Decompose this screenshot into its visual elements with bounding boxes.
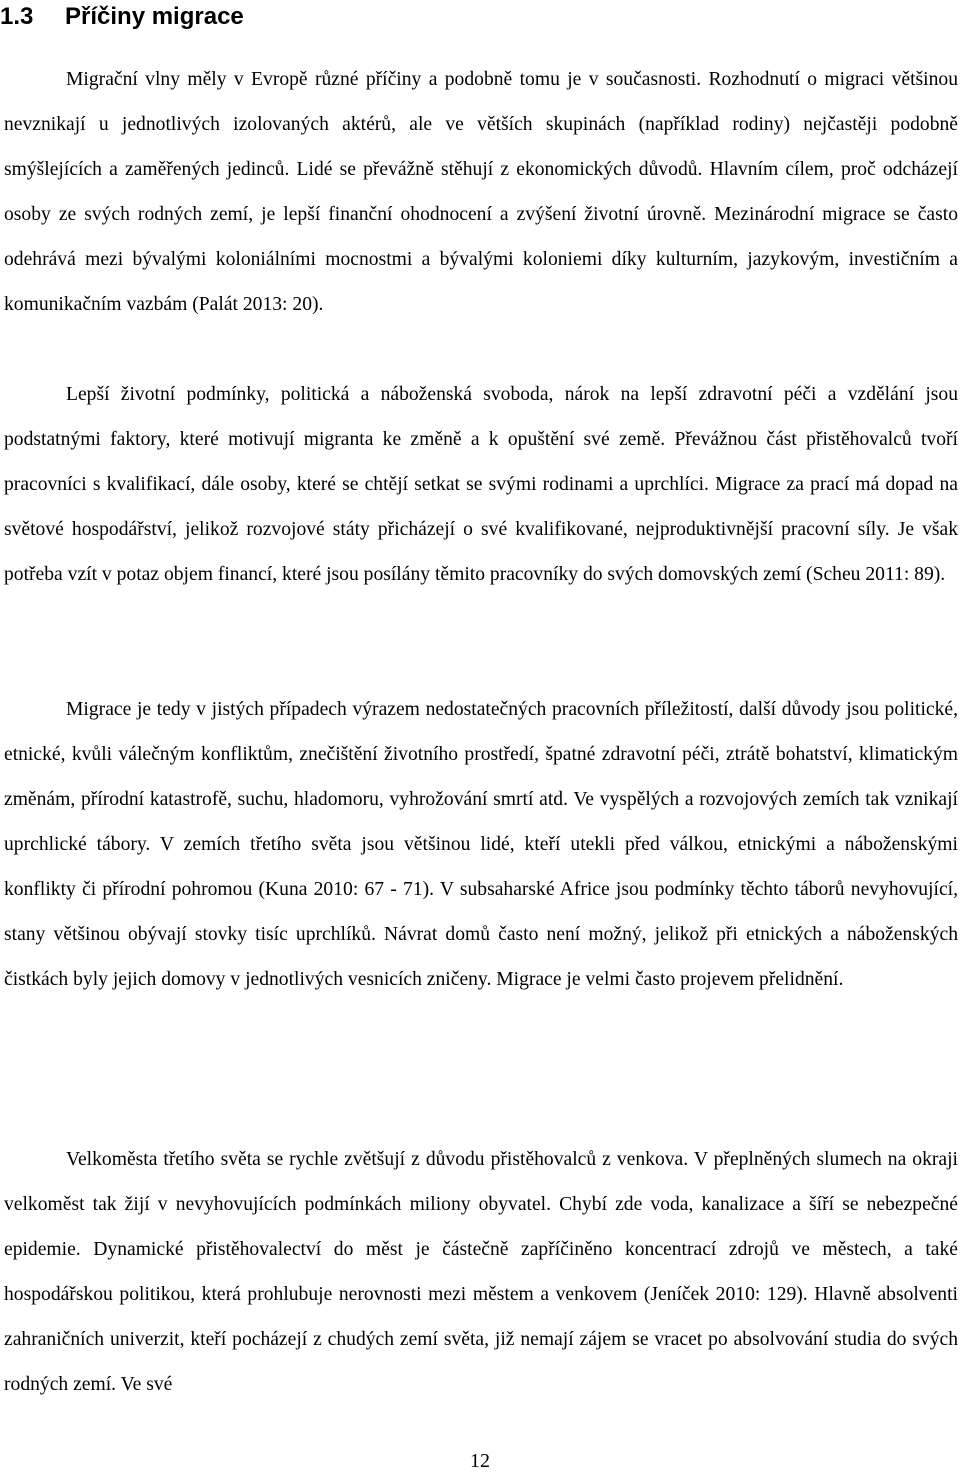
paragraph-1: Migrační vlny měly v Evropě různé příčiny a podobně tomu je v současnosti. Rozhodnutí o migraci většinou nevznikají u jednotlivých izolovaných aktérů, ale ve větších skupinách (například rodiny) nejčastěji podobně smýšlejících a zaměřených jedinců. Lidé se převážně stěhují z ekonomických důvodů. Hlavním cílem, proč odcházejí osoby ze svých rodných zemí, je lepší finanční ohodnocení a zvýšení životní úrovně. Mezinárodní migrace se často odehrává mezi bývalými koloniálními mocnostmi a bývalými koloniemi díky kulturním, jazykovým, investičním a komunikačním vazbám (Palát 2013: 20). [4, 69, 958, 315]
section-number: 1.3 [0, 3, 34, 30]
paragraph-3: Migrace je tedy v jistých případech výrazem nedostatečných pracovních příležitostí, další důvody jsou politické, etnické, kvůli válečným konfliktům, znečištění životního prostředí, špatné zdravotní péči, ztrátě bohatství, klimatickým změnám, přírodní katastrofě, suchu, hladomoru, vyhrožování smrtí atd. Ve vyspělých a rozvojových zemích tak vznikají uprchlické tábory. V zemích třetího světa jsou většinou lidé, kteří utekli před válkou, etnickými a náboženskými konflikty či přírodní pohromou (Kuna 2010: 67 - 71). V subsaharské Africe jsou podmínky těchto táborů nevyhovující, stany většinou obývají stovky tisíc uprchlíků. Návrat domů často není možný, jelikož při etnických a náboženských čistkách byly jejich domovy v jednotlivých vesnicích zničeny. Migrace je velmi často projevem přelidnění. [4, 699, 958, 990]
paragraph-4: Velkoměsta třetího světa se rychle zvětšují z důvodu přistěhovalců z venkova. V přeplněných slumech na okraji velkoměst tak žijí v nevyhovujících podmínkách miliony obyvatel. Chybí zde voda, kanalizace a šíří se nebezpečné epidemie. Dynamické přistěhovalectví do měst je částečně zapříčiněno koncentrací zdrojů ve městech, a také hospodářskou politikou, která prohlubuje nerovnosti mezi městem a venkovem (Jeníček 2010: 129). Hlavně absolventi zahraničních univerzit, kteří pocházejí z chudých zemí světa, již nemají zájem se vracet po absolvování studia do svých rodných zemí. Ve své [4, 1149, 958, 1395]
paragraph-2: Lepší životní podmínky, politická a náboženská svoboda, nárok na lepší zdravotní péči a vzdělání jsou podstatnými faktory, které motivují migranta ke změně a k opuštění své země. Převážnou část přistěhovalců tvoří pracovníci s kvalifikací, dále osoby, které se chtějí setkat se svými rodinami a uprchlíci. Migrace za prací má dopad na světové hospodářství, jelikož rozvojové státy přicházejí o své kvalifikované, nejproduktivnější pracovní síly. Je však potřeba vzít v potaz objem financí, které jsou posílány těmito pracovníky do svých domovských zemí (Scheu 2011: 89). [4, 384, 958, 585]
section-title: Příčiny migrace [65, 3, 244, 30]
page-number: 12 [470, 1450, 490, 1472]
section-heading [0, 0, 244, 34]
